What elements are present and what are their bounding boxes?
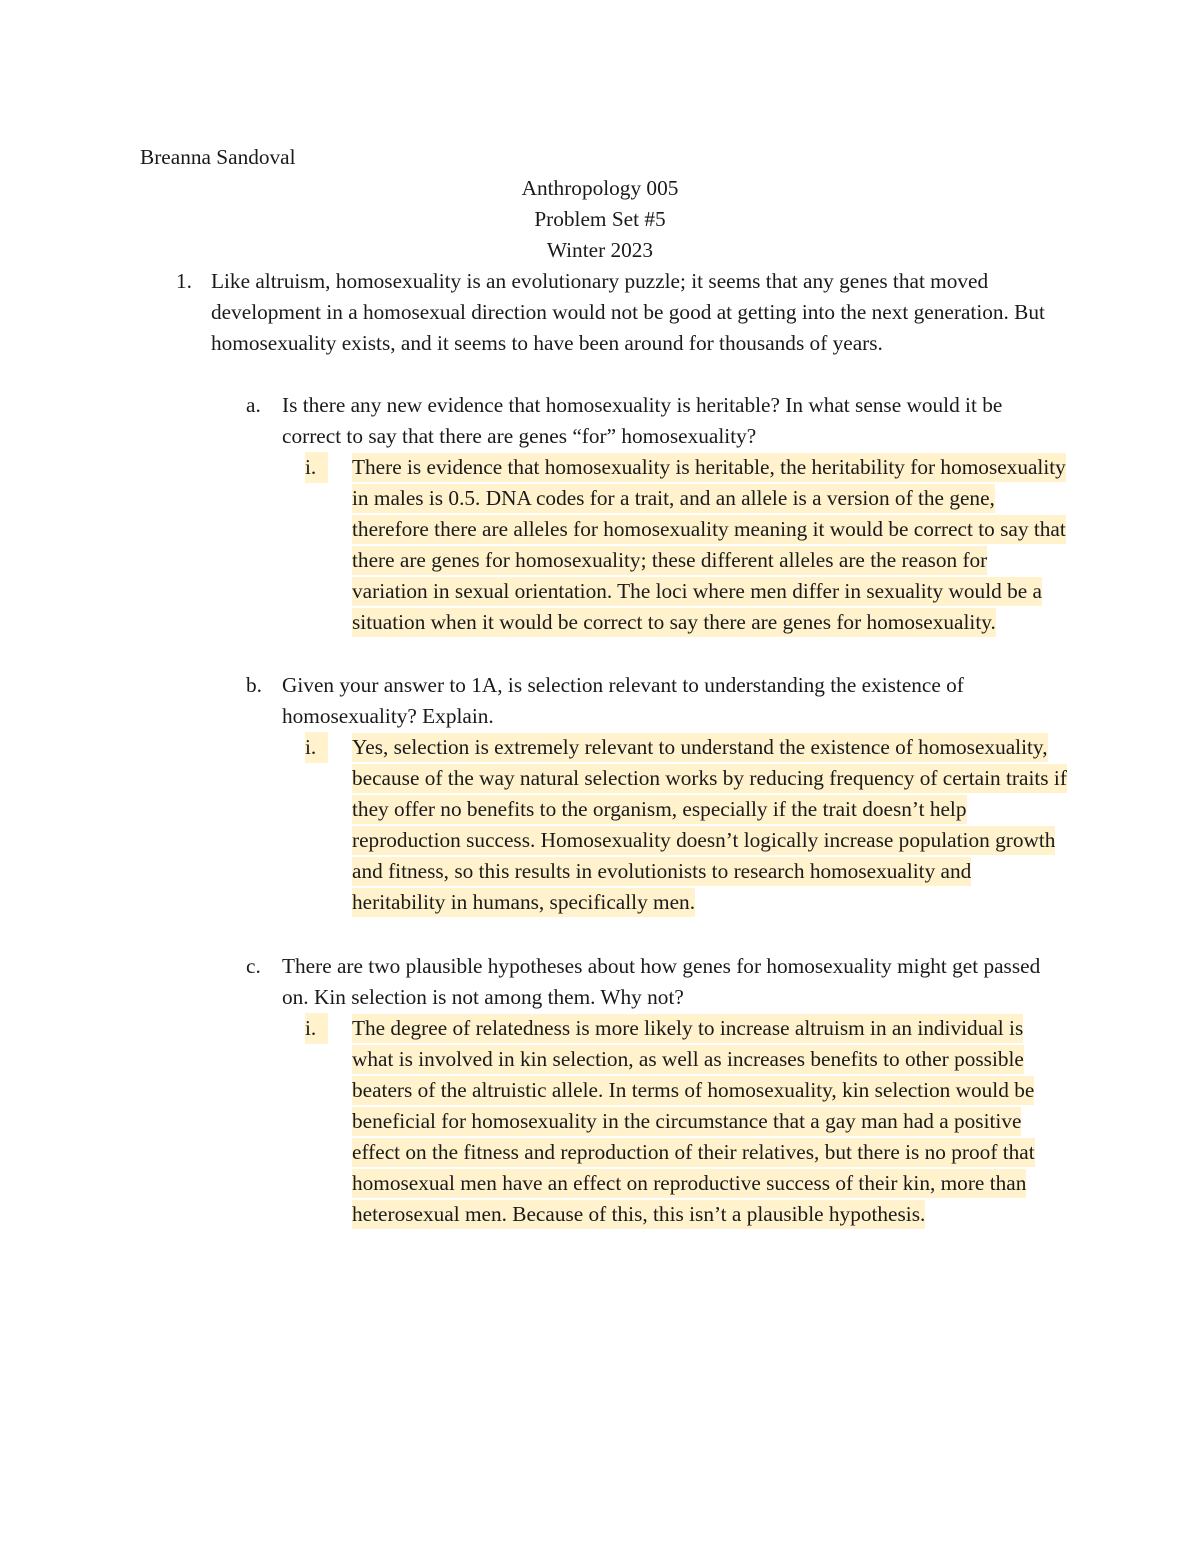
part-question-text: Is there any new evidence that homosexuality is heritable? In what sense would it be correct to say that there are genes “for” homosexuality? (282, 393, 1003, 448)
question-number: 1. (176, 269, 192, 293)
answer-text-container (352, 1013, 1067, 1230)
answer-text-container (352, 732, 1067, 918)
part-question-text: There are two plausible hypotheses about how genes for homosexuality might get passed on. Kin selection is not among them. Why not? (282, 954, 1041, 1009)
document-header (0, 173, 1200, 266)
part-letter: b. (246, 673, 262, 697)
course-title: Anthropology 005 (521, 176, 679, 200)
answer-number: i. (305, 1013, 328, 1044)
part-letter: a. (246, 393, 261, 417)
highlighted-answer-text: There is evidence that homosexuality is heritable, the heritability for homosexuality in males is 0.5. DNA codes for a trait, and an allele is a version of the gene, therefore there are alleles for homosexuality meaning it would be correct to say that there are genes for homosexuality; these different alleles are the reason for variation in sexual orientation. The loci where men differ in sexuality would be a situation when it would be correct to say there are genes for homosexuality. (352, 453, 1066, 637)
answer-text-container (352, 452, 1067, 638)
term-label: Winter 2023 (546, 238, 654, 262)
author-name: Breanna Sandoval (140, 145, 296, 169)
part-question-text: Given your answer to 1A, is selection relevant to understanding the existence of homosexuality? Explain. (282, 673, 964, 728)
highlighted-answer-text: Yes, selection is extremely relevant to understand the existence of homosexuality, because of the way natural selection works by reducing frequency of certain traits if they offer no benefits to the organism, especially if the trait doesn’t help reproduction success. Homosexuality doesn’t logically increase population growth and fitness, so this results in evolutionists to research homosexuality and heritability in humans, specifically men. (352, 733, 1067, 917)
part-letter: c. (246, 954, 261, 978)
assignment-title: Problem Set #5 (534, 207, 666, 231)
answer-number: i. (305, 452, 328, 483)
answer-number: i. (305, 732, 328, 763)
question-text: Like altruism, homosexuality is an evolutionary puzzle; it seems that any genes that moved development in a homosexual direction would not be good at getting into the next generation. But homosexuality exists, and it seems to have been around for thousands of years. (211, 269, 1045, 355)
highlighted-answer-text: The degree of relatedness is more likely to increase altruism in an individual is what is involved in kin selection, as well as increases benefits to other possible beaters of the altruistic allele. In terms of homosexuality, kin selection would be beneficial for homosexuality in the circumstance that a gay man had a positive effect on the fitness and reproduction of their relatives, but there is no proof that homosexual men have an effect on reproductive success of their kin, more than heterosexual men. Because of this, this isn’t a plausible hypothesis. (352, 1014, 1035, 1229)
